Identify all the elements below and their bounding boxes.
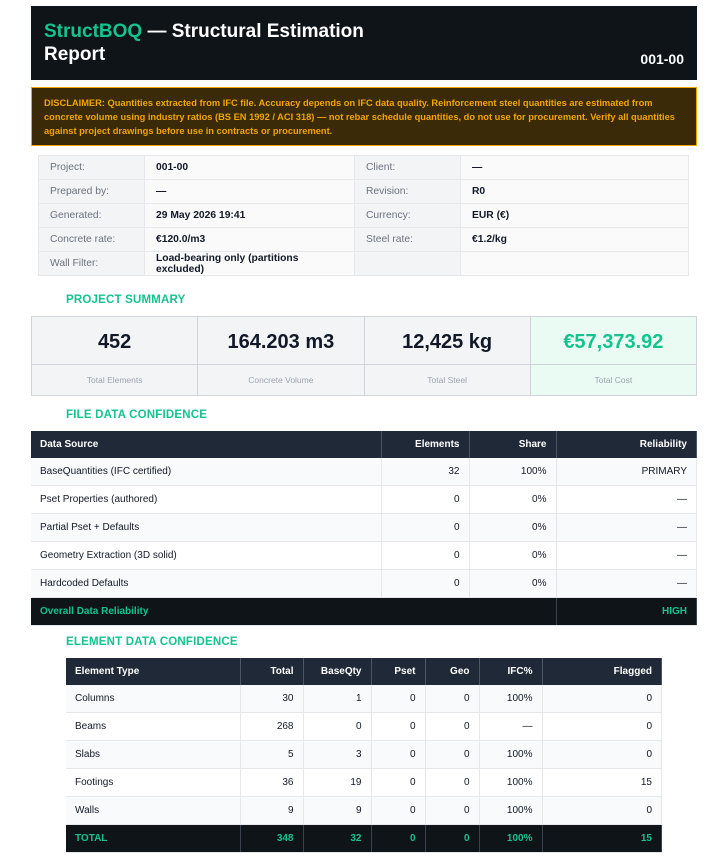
- table-cell: 0: [381, 570, 469, 598]
- table-footer-row: [31, 598, 697, 626]
- table-cell: 0: [381, 542, 469, 570]
- table-cell: 9: [303, 797, 371, 825]
- info-label: Client:: [355, 156, 461, 180]
- table-cell: 0: [425, 741, 479, 769]
- table-cell: 268: [240, 713, 303, 741]
- info-value: —: [461, 156, 689, 180]
- column-header: Total: [240, 658, 303, 685]
- column-header: Share: [469, 431, 556, 458]
- info-value: R0: [461, 180, 689, 204]
- table-row: [66, 713, 662, 741]
- table-cell: Partial Pset + Defaults: [31, 514, 381, 542]
- table-cell: 100%: [479, 741, 542, 769]
- file-confidence-table: [31, 431, 697, 626]
- section-title-file-confidence: FILE DATA CONFIDENCE: [66, 409, 208, 421]
- disclaimer-box: DISCLAIMER: Quantities extracted from IFC file. Accuracy depends on IFC data quality. Reinforcement steel quantities are estimated from concrete volume using industry ratios (BS EN 1992 / ACI 318) — not rebar schedule quantities, do not use for procurement. Verify all quantities against project drawings before use in contracts or procurement.: [31, 87, 697, 146]
- table-cell: 30: [240, 685, 303, 713]
- info-value: —: [145, 180, 355, 204]
- table-row: [31, 486, 697, 514]
- summary-label: Concrete Volume: [248, 375, 314, 385]
- table-cell: 0: [542, 741, 662, 769]
- table-cell: 32: [303, 825, 371, 853]
- table-cell: 15: [542, 769, 662, 797]
- table-total-row: [66, 825, 662, 853]
- column-header: Element Type: [66, 658, 240, 685]
- info-row: [39, 252, 689, 276]
- section-title-element-confidence: ELEMENT DATA CONFIDENCE: [66, 636, 238, 648]
- table-cell: 100%: [479, 797, 542, 825]
- table-cell: 3: [303, 741, 371, 769]
- table-cell: 0: [425, 713, 479, 741]
- column-header: IFC%: [479, 658, 542, 685]
- info-value: 001-00: [145, 156, 355, 180]
- table-cell: 5: [240, 741, 303, 769]
- summary-value: 164.203 m3: [198, 317, 363, 365]
- summary-card-elements: [32, 317, 198, 395]
- summary-value: 452: [32, 317, 197, 365]
- summary-label: Total Steel: [427, 375, 467, 385]
- table-cell: Walls: [66, 797, 240, 825]
- info-value: EUR (€): [461, 204, 689, 228]
- table-cell: 1: [303, 685, 371, 713]
- table-cell: 0: [371, 685, 425, 713]
- table-cell: 32: [381, 458, 469, 486]
- table-cell: 100%: [479, 825, 542, 853]
- table-cell: 0%: [469, 542, 556, 570]
- info-label: Revision:: [355, 180, 461, 204]
- table-cell: —: [556, 514, 697, 542]
- table-cell: 348: [240, 825, 303, 853]
- table-cell: 0%: [469, 570, 556, 598]
- table-cell: 100%: [479, 769, 542, 797]
- table-cell: —: [556, 486, 697, 514]
- table-cell: 0: [371, 713, 425, 741]
- table-cell: PRIMARY: [556, 458, 697, 486]
- table-cell: 0: [542, 713, 662, 741]
- table-cell: —: [479, 713, 542, 741]
- info-value: €120.0/m3: [145, 228, 355, 252]
- info-value: €1.2/kg: [461, 228, 689, 252]
- table-row: [66, 685, 662, 713]
- table-cell: —: [556, 570, 697, 598]
- info-label: Steel rate:: [355, 228, 461, 252]
- table-cell: Hardcoded Defaults: [31, 570, 381, 598]
- project-summary: [31, 316, 697, 396]
- summary-value: €57,373.92: [531, 317, 696, 365]
- table-cell: 0%: [469, 514, 556, 542]
- table-cell: 0: [371, 769, 425, 797]
- column-header: BaseQty: [303, 658, 371, 685]
- table-row: [31, 514, 697, 542]
- info-value: 29 May 2026 19:41: [145, 204, 355, 228]
- column-header: Pset: [371, 658, 425, 685]
- table-cell: Footings: [66, 769, 240, 797]
- table-cell: 0: [542, 797, 662, 825]
- info-label: Concrete rate:: [39, 228, 145, 252]
- table-cell: 100%: [479, 685, 542, 713]
- table-cell: 0: [381, 486, 469, 514]
- column-header: Elements: [381, 431, 469, 458]
- table-row: [31, 458, 697, 486]
- summary-label: Total Cost: [594, 375, 633, 385]
- info-row: [39, 180, 689, 204]
- info-label: [355, 252, 461, 276]
- info-value: [461, 252, 689, 276]
- table-cell: 0: [371, 825, 425, 853]
- element-confidence-table: [66, 658, 662, 853]
- brand-name: StructBOQ: [44, 21, 143, 42]
- table-cell: Beams: [66, 713, 240, 741]
- info-row: [39, 228, 689, 252]
- table-row: [66, 769, 662, 797]
- info-label: Wall Filter:: [39, 252, 145, 276]
- section-title-summary: PROJECT SUMMARY: [66, 294, 186, 306]
- table-cell: 0: [381, 514, 469, 542]
- table-cell: TOTAL: [66, 825, 240, 853]
- table-cell: 0: [542, 685, 662, 713]
- table-cell: 0: [425, 797, 479, 825]
- summary-card-concrete: [198, 317, 364, 395]
- column-header: Reliability: [556, 431, 697, 458]
- table-cell: 0: [425, 685, 479, 713]
- info-value: Load-bearing only (partitions excluded): [145, 252, 355, 276]
- info-label: Generated:: [39, 204, 145, 228]
- table-cell: 36: [240, 769, 303, 797]
- table-cell: BaseQuantities (IFC certified): [31, 458, 381, 486]
- summary-card-steel: [365, 317, 531, 395]
- column-header: Geo: [425, 658, 479, 685]
- info-row: [39, 156, 689, 180]
- table-header-row: [31, 431, 697, 458]
- info-row: [39, 204, 689, 228]
- table-cell: 100%: [469, 458, 556, 486]
- summary-card-cost: [531, 317, 696, 395]
- table-row: [66, 797, 662, 825]
- title-text: — Structural Estimation Report: [44, 21, 364, 65]
- summary-value: 12,425 kg: [365, 317, 530, 365]
- table-cell: 9: [240, 797, 303, 825]
- column-header: Data Source: [31, 431, 381, 458]
- info-label: Project:: [39, 156, 145, 180]
- info-label: Currency:: [355, 204, 461, 228]
- project-info-table: [38, 155, 689, 276]
- table-cell: 0: [371, 797, 425, 825]
- info-label: Prepared by:: [39, 180, 145, 204]
- table-cell: 15: [542, 825, 662, 853]
- table-cell: Columns: [66, 685, 240, 713]
- table-cell: 0: [425, 769, 479, 797]
- project-code: 001-00: [640, 51, 684, 67]
- overall-reliability-label: Overall Data Reliability: [31, 598, 556, 626]
- table-cell: 0: [425, 825, 479, 853]
- table-row: [31, 542, 697, 570]
- table-cell: 0: [371, 741, 425, 769]
- summary-label: Total Elements: [86, 375, 143, 385]
- table-cell: Slabs: [66, 741, 240, 769]
- table-cell: 0%: [469, 486, 556, 514]
- table-row: [66, 741, 662, 769]
- table-cell: 0: [303, 713, 371, 741]
- overall-reliability-value: HIGH: [556, 598, 697, 626]
- table-cell: 19: [303, 769, 371, 797]
- column-header: Flagged: [542, 658, 662, 685]
- table-cell: Pset Properties (authored): [31, 486, 381, 514]
- report-header: [31, 6, 697, 80]
- report-title: [44, 20, 384, 66]
- table-row: [31, 570, 697, 598]
- table-cell: Geometry Extraction (3D solid): [31, 542, 381, 570]
- table-cell: —: [556, 542, 697, 570]
- table-header-row: [66, 658, 662, 685]
